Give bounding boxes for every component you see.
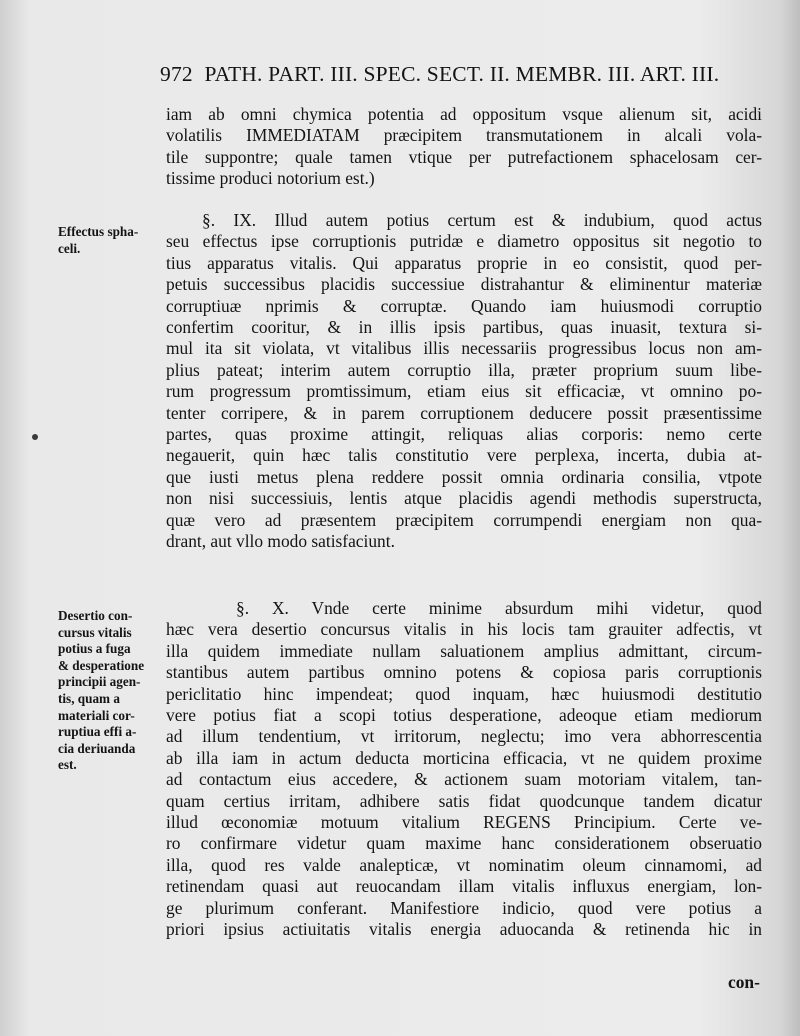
- margin-line: Effectus spha-: [58, 224, 139, 239]
- text-line: §. IX. Illud autem potius certum est & indubium, quod actus: [202, 210, 762, 230]
- text-line: drant, aut vllo modo satisfaciunt.: [166, 531, 395, 552]
- margin-line: celi.: [58, 240, 81, 256]
- text-line: tius apparatus vitalis. Qui apparatus proprie in eo consistit, quod per-: [166, 252, 762, 273]
- text-line: plius pateat; interim autem corruptio illa, præter proprium suum libe-: [166, 359, 762, 380]
- text-line: ad illum tendentium, vt irritorum, neglectu; imo vera abhorrescentia: [166, 726, 762, 747]
- text-line: quæ vero ad præsentem præcipitem corrumpendi energiam non qua-: [166, 509, 762, 530]
- text-line: confertim cooritur, & in illis ipsis partibus, quas inuasit, textura si-: [166, 317, 762, 338]
- paragraph-continuation: [166, 104, 762, 190]
- text-line: mul ita sit violata, vt vitalibus illis necessariis progressibus locus non am-: [166, 338, 762, 359]
- text-line: quam certius irritam, adhibere satis fidat quodcunque tandem dicatur: [166, 790, 762, 811]
- margin-line: & desperatione: [58, 657, 145, 673]
- text-line: iam ab omni chymica potentia ad oppositum vsque alienum sit, acidi: [166, 104, 762, 124]
- text-line: §. X. Vnde certe minime absurdum mihi videtur, quod: [236, 598, 762, 618]
- text-line: ab illa iam in actum deducta morticina efficacia, vt ne quidem proxime: [166, 747, 762, 768]
- margin-note-effectus: [58, 224, 158, 257]
- text-line: rum progressum promtissimum, etiam eius sit efficaciæ, vt omnino po-: [166, 381, 762, 402]
- running-header: [160, 62, 760, 87]
- margin-line: est.: [58, 757, 77, 773]
- text-line: ge plurimum conferant. Manifestiore indicio, quod vere potius a: [166, 897, 762, 918]
- text-line: ad contactum eius accedere, & actionem suam motoriam vitalem, tan-: [166, 769, 762, 790]
- text-line: non nisi successiuis, lentis atque placidis agendi methodis superstructa,: [166, 488, 762, 509]
- text-line: priori ipsius actiuitatis vitalis energia aduocanda & retinenda hic in: [166, 919, 762, 940]
- margin-line: Desertio con-: [58, 608, 133, 623]
- text-line: corruptiuæ nprimis & corruptæ. Quando iam huiusmodi corruptio: [166, 295, 762, 316]
- text-line: petuis successibus placidis successiue distrahantur & eliminentur materiæ: [166, 274, 762, 295]
- text-line: tissime produci notorium est.): [166, 168, 375, 189]
- text-line: illa, quod res valde analepticæ, vt nominatim oleum cinnamomi, ad: [166, 854, 762, 875]
- margin-line: potius a fuga: [58, 641, 131, 657]
- text-line: negauerit, quin hæc talis constitutio vere perplexa, incerta, dubia at-: [166, 445, 762, 466]
- margin-line: materiali cor-: [58, 707, 135, 723]
- text-line: hæc vera desertio concursus vitalis in his locis tam grauiter adfectis, vt: [166, 619, 762, 640]
- text-line: vere potius fiat a scopi totius desperatione, adeoque etiam mediorum: [166, 705, 762, 726]
- catchword: con-: [728, 972, 760, 992]
- margin-line: ruptiua effi a-: [58, 724, 137, 740]
- text-line: ro confirmare videtur quam maxime hanc considerationem obseruatio: [166, 833, 762, 854]
- text-line: que iusti metus plena reddere possit omnia ordinaria consilia, vtpote: [166, 466, 762, 487]
- text-line: periclitatio hinc impendeat; quod inquam, hæc huiusmodi destitutio: [166, 683, 762, 704]
- text-line: illud œconomiæ motuum vitalium REGENS Principium. Certe ve-: [166, 812, 762, 833]
- ink-spot: [32, 434, 38, 440]
- running-title: PATH. PART. III. SPEC. SECT. II. MEMBR. III. ART. III.: [204, 62, 720, 86]
- text-line: seu effectus ipse corruptionis putridæ e diametro oppositus sit negotio to: [166, 231, 762, 252]
- section-ix: [166, 210, 762, 553]
- margin-line: cursus vitalis: [58, 624, 132, 640]
- margin-note-desertio: [58, 608, 158, 774]
- page-number: 972: [160, 62, 193, 86]
- text-line: stantibus autem partibus omnino potens & copiosa paris corruptionis: [166, 662, 762, 683]
- margin-line: cia deriuanda: [58, 740, 136, 756]
- text-line: volatilis IMMEDIATAM præcipitem transmutationem in alcali vola-: [166, 125, 762, 146]
- text-line: tile suppontre; quale tamen vtique per putrefactionem sphacelosam cer-: [166, 146, 762, 167]
- text-line: illa quidem immediate nullam saluationem amplius admittant, circum-: [166, 640, 762, 661]
- margin-line: tis, quam a: [58, 690, 120, 706]
- margin-line: principii agen-: [58, 674, 141, 690]
- section-x: [166, 598, 762, 941]
- text-line: tenter corripere, & in parem corruptionem deducere possit præsentissime: [166, 402, 762, 423]
- text-line: retinendam quasi aut reuocandam illam vitalis influxus energiam, lon-: [166, 876, 762, 897]
- text-line: partes, quas proxime attingit, reliquas alias corporis: nemo certe: [166, 424, 762, 445]
